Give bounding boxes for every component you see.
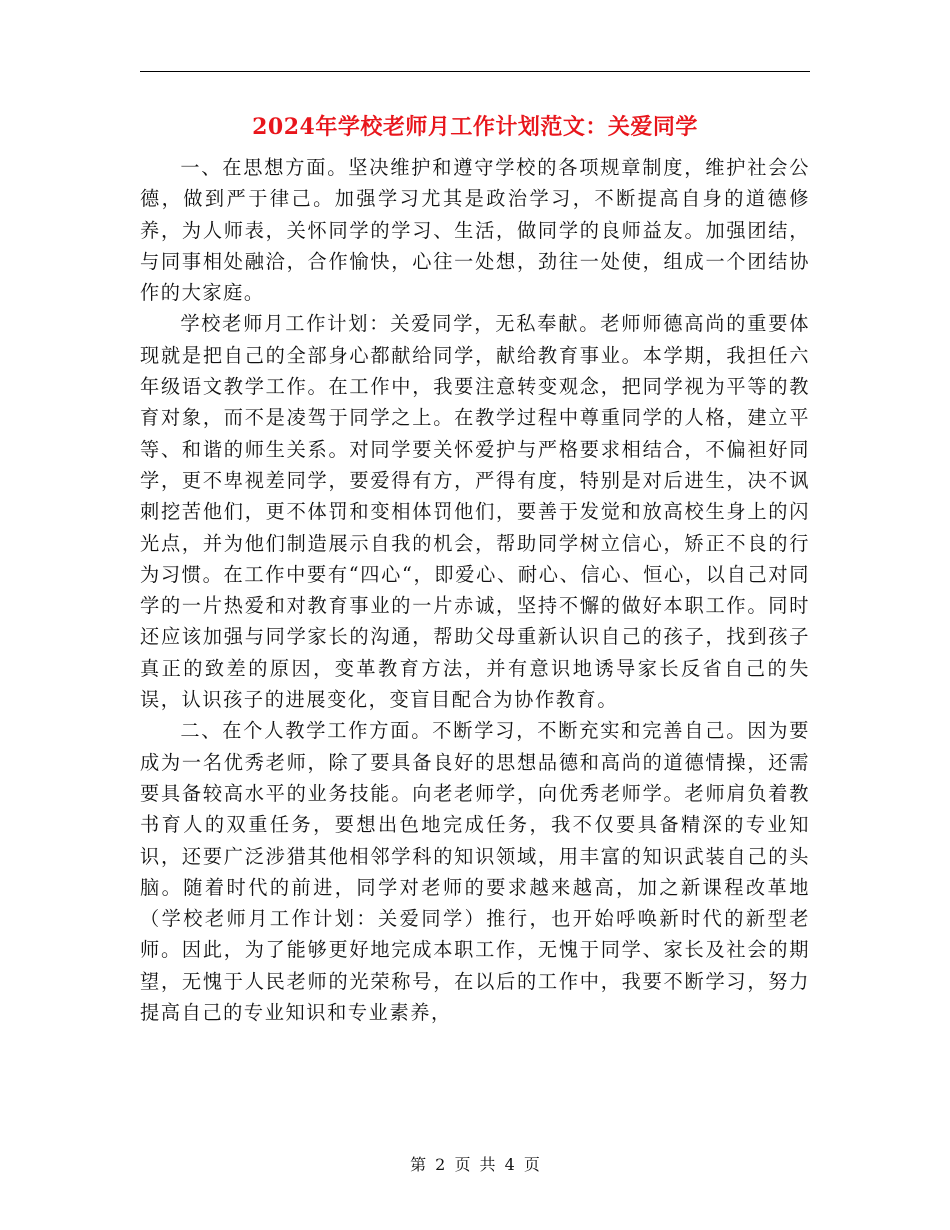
paragraph-teaching: 二、在个人教学工作方面。不断学习，不断充实和完善自己。因为要成为一名优秀老师，除了要具备良好的思想品德和高尚的道德情操，还需要具备较高水平的业务技能。向老老师学，向优秀老师学。老师肩负着教书育人的双重任务，要想出色地完成任务，我不仅要具备精深的专业知识，还要广泛涉猎其他相邻学科的知识领域，用丰富的知识武装自己的头脑。随着时代的前进，同学对老师的要求越来越高，加之新课程改革地（学校老师月工作计划：关爱同学）推行，也开始呼唤新时代的新型老师。因此，为了能够更好地完成本职工作，无愧于同学、家长及社会的期望，无愧于人民老师的光荣称号，在以后的工作中，我要不断学习，努力提高自己的专业知识和专业素养， xyxy=(140,719,810,1025)
document-body xyxy=(140,152,810,1028)
page-number-footer: 第 2 页 共 4 页 xyxy=(410,1155,540,1174)
header-rule xyxy=(140,71,810,72)
paragraph-care-students: 学校老师月工作计划：关爱同学，无私奉献。老师师德高尚的重要体现就是把自己的全部身心都献给同学，献给教育事业。本学期，我担任六年级语文教学工作。在工作中，我要注意转变观念，把同学视为平等的教育对象，而不是凌驾于同学之上。在教学过程中尊重同学的人格，建立平等、和谐的师生关系。对同学要关怀爱护与严格要求相结合，不偏袒好同学，更不卑视差同学，要爱得有方，严得有度，特别是对后进生，决不讽刺挖苦他们，更不体罚和变相体罚他们，要善于发觉和放高校生身上的闪光点，并为他们制造展示自我的机会，帮助同学树立信心，矫正不良的行为习惯。在工作中要有“四心“，即爱心、耐心、信心、恒心，以自己对同学的一片热爱和对教育事业的一片赤诚，坚持不懈的做好本职工作。同时还应该加强与同学家长的沟通，帮助父母重新认识自己的孩子，找到孩子真正的致差的原因，变革教育方法，并有意识地诱导家长反省自己的失误，认识孩子的进展变化，变盲目配合为协作教育。 xyxy=(140,312,810,712)
paragraph-thought: 一、在思想方面。坚决维护和遵守学校的各项规章制度，维护社会公德，做到严于律己。加强学习尤其是政治学习，不断提高自身的道德修养，为人师表，关怀同学的学习、生活，做同学的良师益友。加强团结，与同事相处融洽，合作愉快，心往一处想，劲往一处使，组成一个团结协作的大家庭。 xyxy=(140,156,810,305)
document-title: 2024年学校老师月工作计划范文：关爱同学 xyxy=(252,114,698,140)
